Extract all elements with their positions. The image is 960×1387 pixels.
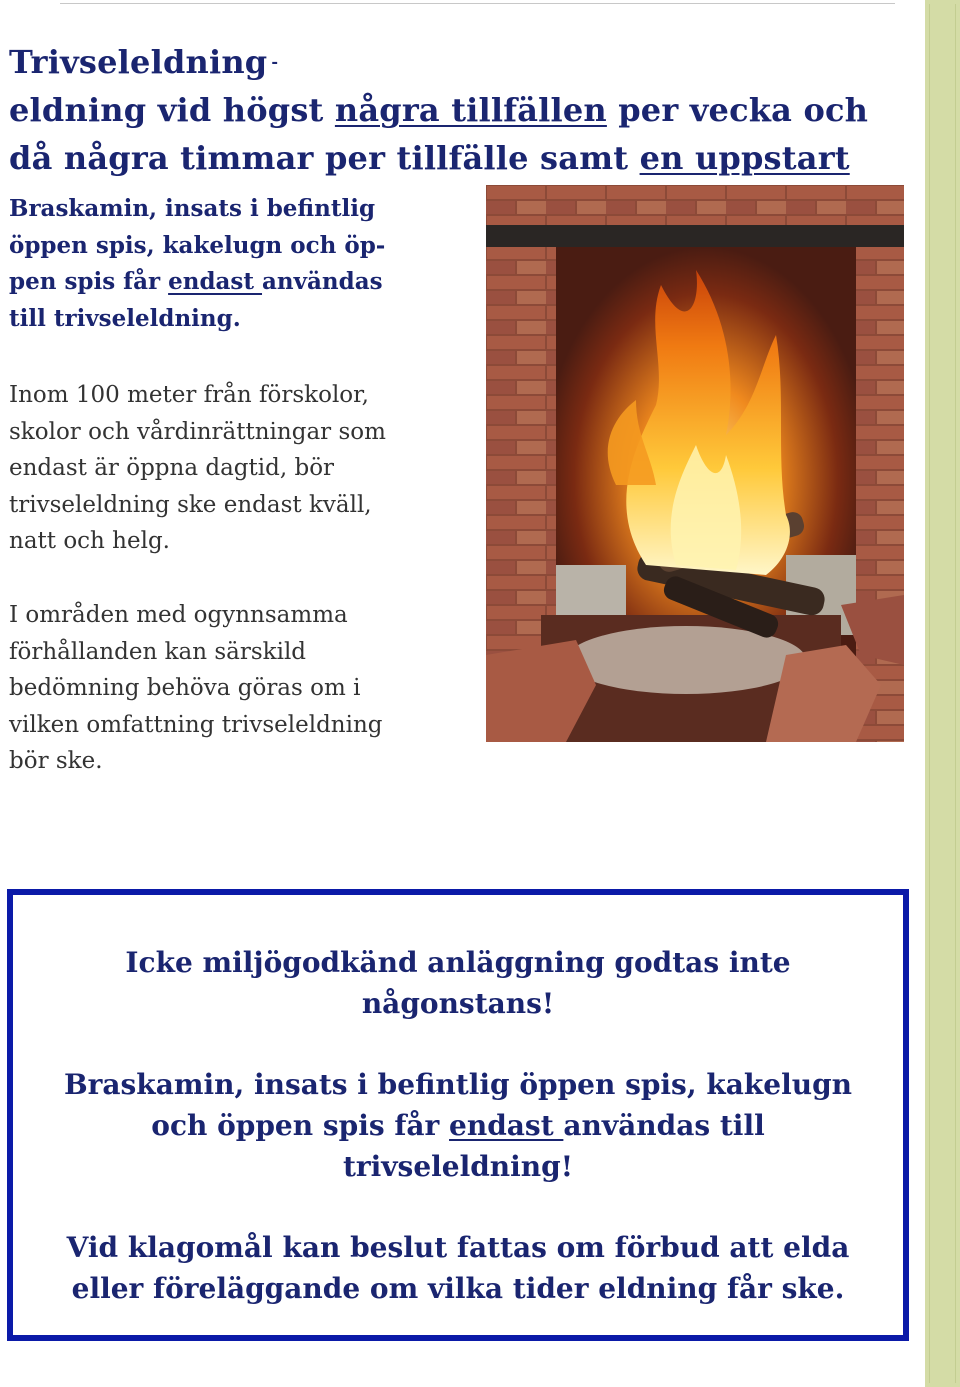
paragraph-line: trivseleldning ske endast kväll,: [9, 491, 372, 518]
paragraph-line: vilken omfattning trivseleldning: [9, 711, 383, 738]
notice-line-underline: endast: [449, 1109, 564, 1142]
paragraph-line: förhållanden kan särskild: [9, 638, 307, 665]
title-line-3: [9, 134, 909, 182]
fireplace-illustration: [486, 185, 904, 742]
title-line-2: [9, 86, 909, 134]
notice-line: [13, 1105, 903, 1146]
lead-paragraph: [9, 191, 479, 337]
notice-line: Vid klagomål kan beslut fattas om förbud att elda: [66, 1231, 850, 1264]
lead-line-3-pre: pen spis får: [9, 268, 169, 295]
title-dash: -: [271, 52, 279, 71]
top-rule: [60, 3, 895, 4]
title-line-3-pre: då några timmar per tillfälle samt: [9, 139, 640, 177]
notice-line-pre: och öppen spis får: [151, 1109, 450, 1142]
side-bar-inner: [929, 4, 956, 1383]
paragraph-line: skolor och vårdinrättningar som: [9, 418, 386, 445]
notice-complaints: [13, 1227, 903, 1309]
paragraph-line: bedömning behöva göras om i: [9, 675, 361, 701]
lead-line: öppen spis, kakelugn och öp-: [9, 231, 386, 259]
paragraph-line: endast är öppna dagtid, bör: [9, 455, 335, 481]
notice-line: Braskamin, insats i befintlig öppen spis, kakelugn: [63, 1068, 853, 1101]
notice-line-post: användas till: [563, 1109, 765, 1142]
lead-line: Braskamin, insats i befintlig: [9, 195, 376, 222]
notice-not-approved: [13, 942, 903, 1024]
paragraph-line: I områden med ogynnsamma: [9, 602, 348, 628]
paragraph-school-distance: [9, 377, 479, 560]
lead-line-3-underline: endast: [168, 268, 263, 295]
notice-line: trivseleldning!: [342, 1150, 574, 1183]
paragraph-unfavourable-areas: [9, 597, 479, 780]
paragraph-line: natt och helg.: [9, 528, 170, 554]
side-bar: [925, 0, 960, 1387]
paragraph-line: bör ske.: [9, 748, 103, 774]
title-line-3-underline: en uppstart: [639, 139, 850, 177]
page-title: [9, 38, 909, 182]
notice-line: någonstans!: [361, 987, 555, 1020]
notice-line: Icke miljögodkänd anläggning godtas inte: [125, 946, 791, 979]
lead-line: till trivseleldning.: [9, 304, 241, 332]
title-text: Trivseleldning: [9, 43, 268, 81]
brick-top: [486, 185, 904, 225]
lead-line: [9, 264, 479, 301]
lead-line-3-post: användas: [262, 268, 383, 295]
paragraph-line: Inom 100 meter från förskolor,: [9, 382, 369, 408]
notice-line: eller föreläggande om vilka tider eldning får ske.: [71, 1272, 845, 1305]
title-line-2-pre: eldning vid högst: [9, 91, 335, 129]
notice-only-comfort: [13, 1064, 903, 1187]
title-line-1: [9, 38, 909, 86]
notice-box: [7, 889, 909, 1341]
title-line-2-post: per vecka och: [606, 91, 869, 129]
title-line-2-underline: några tillfällen: [334, 91, 607, 129]
fireplace-photo: [486, 185, 904, 742]
mantel-beam: [486, 225, 904, 247]
